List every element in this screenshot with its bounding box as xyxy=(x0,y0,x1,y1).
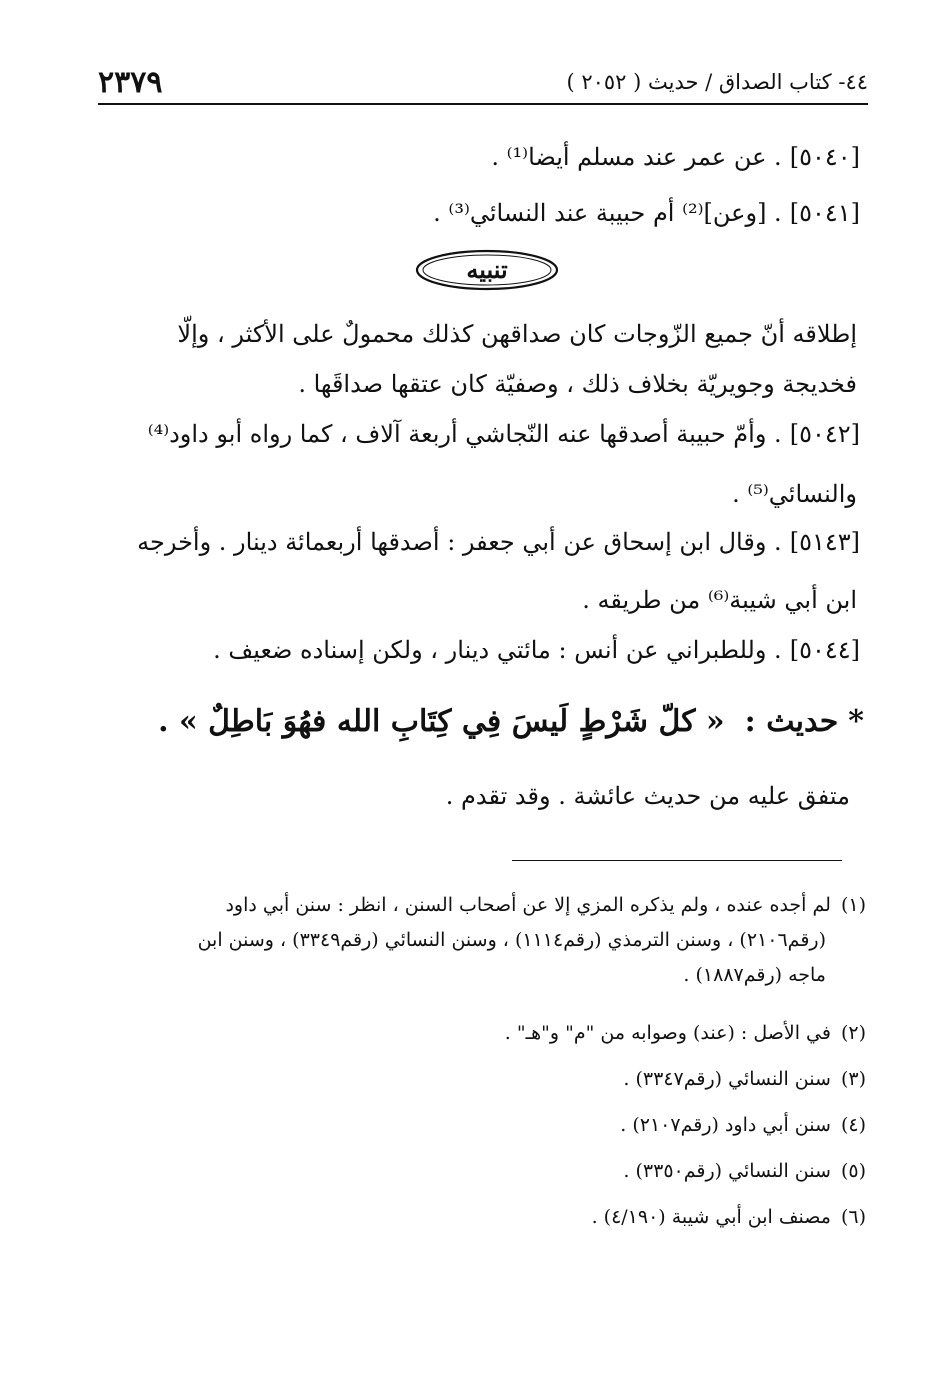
footnote-line: سنن أبي داود (رقم٢١٠٧) . xyxy=(620,1114,831,1136)
notice-line-1: إطلاقه أنّ جميع الزّوجات كان صداقهن كذلك محمولٌ على الأكثر ، وإلّا xyxy=(177,320,857,348)
hadith-number: [٥٠٤٤] xyxy=(789,636,860,664)
footnote-2 xyxy=(505,1016,866,1051)
footnote-number: (٢) xyxy=(840,1022,866,1044)
entry-text: . وأمّ حبيبة أصدقها عنه النّجاشي أربعة آلاف ، كما رواه أبو داود⁽⁴⁾ xyxy=(147,420,782,448)
entry-5041 xyxy=(433,193,860,233)
page-header xyxy=(98,62,868,102)
footnote-5 xyxy=(623,1154,866,1189)
footnote-line: سنن النسائي (رقم٣٣٤٧) . xyxy=(623,1068,831,1090)
footnote-number: (١) xyxy=(840,894,866,916)
running-head: ٤٤- كتاب الصداق / حديث ( ٢٠٥٢ ) xyxy=(566,70,868,94)
footnote-number: (٤) xyxy=(840,1114,866,1136)
entry-5143-line2: ابن أبي شيبة⁽⁶⁾ من طريقه . xyxy=(582,586,857,614)
notice-heading-box xyxy=(414,247,560,293)
hadith-title xyxy=(148,700,864,744)
footnote-line: مصنف ابن أبي شيبة (٤/١٩٠) . xyxy=(591,1206,831,1228)
footnote-line: لم أجده عنده ، ولم يذكره المزي إلا عن أصحاب السنن ، انظر : سنن أبي داود xyxy=(225,894,831,916)
header-rule xyxy=(98,103,868,105)
hadith-number: [٥٠٤٠] xyxy=(789,143,860,171)
footnote-1 xyxy=(96,888,866,993)
entry-text: . [وعن]⁽²⁾ أم حبيبة عند النسائي⁽³⁾ . xyxy=(433,199,782,227)
asterisk-icon: * xyxy=(848,704,864,739)
footnote-4 xyxy=(620,1108,866,1143)
footnote-line: (رقم٢١٠٦) ، وسنن الترمذي (رقم١١١٤) ، وسنن النسائي (رقم٣٣٤٩) ، وسنن ابن xyxy=(197,929,826,951)
footnote-number: (٦) xyxy=(840,1206,866,1228)
entry-5044 xyxy=(213,630,860,670)
footnote-line: سنن النسائي (رقم٣٣٥٠) . xyxy=(623,1160,831,1182)
footnote-number: (٥) xyxy=(840,1160,866,1182)
footnote-line: في الأصل : (عند) وصوابه من "م" و"هـ" . xyxy=(504,1022,831,1044)
notice-line-2: فخديجة وجويريّة بخلاف ذلك ، وصفيّة كان عتقها صداقَها . xyxy=(298,370,857,398)
footnote-rule xyxy=(512,860,842,861)
entry-text: . عن عمر عند مسلم أيضا⁽¹⁾ . xyxy=(491,143,782,171)
entry-5143-line1 xyxy=(137,522,860,562)
footnote-number: (٣) xyxy=(840,1068,866,1090)
page-number: ٢٣٧٩ xyxy=(98,64,163,100)
hadith-label: حديث : xyxy=(744,704,839,739)
hadith-number: [٥٠٤١] xyxy=(789,199,860,227)
entry-text: . وللطبراني عن أنس : مائتي دينار ، ولكن إسناده ضعيف . xyxy=(213,636,782,664)
entry-5042-line1 xyxy=(148,414,860,454)
entry-5042-line2: والنسائي⁽⁵⁾ . xyxy=(732,480,857,508)
entry-5040 xyxy=(491,137,860,177)
notice-heading: تنبيه xyxy=(466,255,508,284)
footnote-line: ماجه (رقم١٨٨٧) . xyxy=(683,964,826,986)
entry-text: . وقال ابن إسحاق عن أبي جعفر : أصدقها أربعمائة دينار . وأخرجه xyxy=(137,528,782,556)
hadith-number: [٥٠٤٢] xyxy=(789,420,860,448)
hadith-text: « كلّ شَرْطٍ لَيسَ فِي كِتَابِ الله فهُوَ بَاطِلٌ » . xyxy=(158,704,725,739)
hadith-note: متفق عليه من حديث عائشة . وقد تقدم . xyxy=(445,782,850,810)
hadith-number: [٥١٤٣] xyxy=(789,528,860,556)
footnote-6 xyxy=(592,1200,866,1235)
footnote-3 xyxy=(623,1062,866,1097)
